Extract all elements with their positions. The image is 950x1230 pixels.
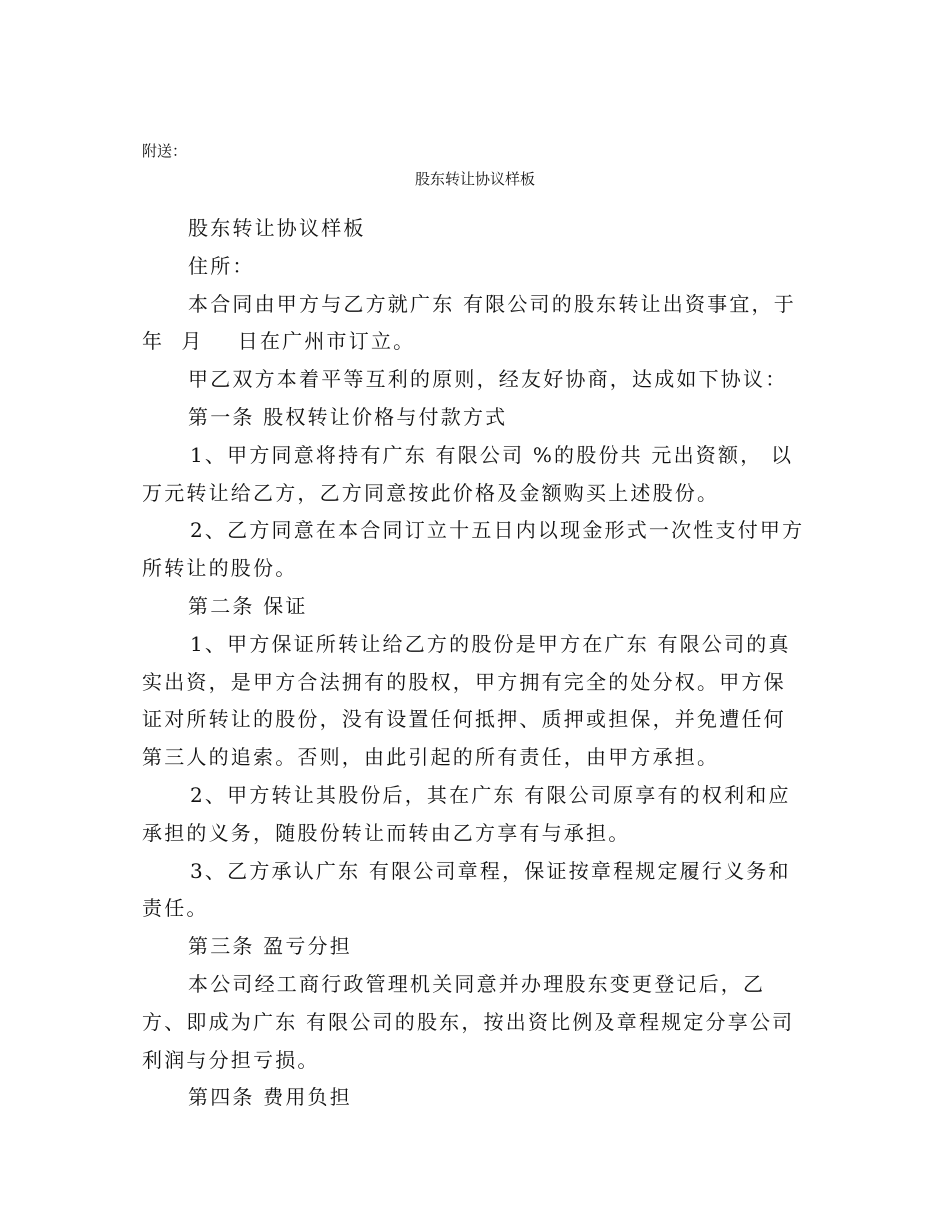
article-1-clause-2: 2、乙方同意在本合同订立十五日内以现金形式一次性支付甲方所转让的股份。: [142, 518, 805, 581]
article-2-clause-2: 2、甲方转让其股份后，其在广东 有限公司原享有的权利和应承担的义务，随股份转让而转由乙方享有与承担。: [142, 782, 791, 845]
article-2-clause-3: 3、乙方承认广东 有限公司章程，保证按章程规定履行义务和责任。: [142, 858, 791, 921]
article-1-clause-1: 1、甲方同意将持有广东 有限公司 %的股份共 元出资额， 以万元转让给乙方，乙方同意按此价格及金额购买上述股份。: [142, 442, 794, 505]
article-4-heading: 第四条 费用负担: [188, 1085, 352, 1110]
paragraph-heading: 股东转让协议样板: [188, 216, 366, 240]
article-1-heading: 第一条 股权转让价格与付款方式: [188, 404, 508, 429]
article-3-body: 本公司经工商行政管理机关同意并办理股东变更登记后，乙方、即成为广东 有限公司的股东，按出资比例及章程规定分享公司利润与分担亏损。: [142, 971, 795, 1072]
article-2-clause-1: 1、甲方保证所转让给乙方的股份是甲方在广东 有限公司的真实出资，是甲方合法拥有的股权，甲方拥有完全的处分权。甲方保证对所转让的股份，没有设置任何抵押、质押或担保，并免遭任何第三人的追索。否则，由此引起的所有责任，由甲方承担。: [142, 631, 791, 770]
paragraph-intro: 本合同由甲方与乙方就广东 有限公司的股东转让出资事宜，于年 月 日在广州市订立。: [142, 291, 796, 354]
article-3-heading: 第三条 盈亏分担: [188, 934, 352, 959]
attachment-label: 附送：: [142, 142, 188, 160]
paragraph-agreement: 甲乙双方本着平等互利的原则，经友好协商，达成如下协议：: [188, 367, 788, 392]
document-body: [142, 210, 807, 1117]
document-title: 股东转让协议样板: [414, 170, 535, 188]
article-2-heading: 第二条 保证: [188, 593, 308, 618]
paragraph-address: 住所：: [188, 253, 255, 278]
